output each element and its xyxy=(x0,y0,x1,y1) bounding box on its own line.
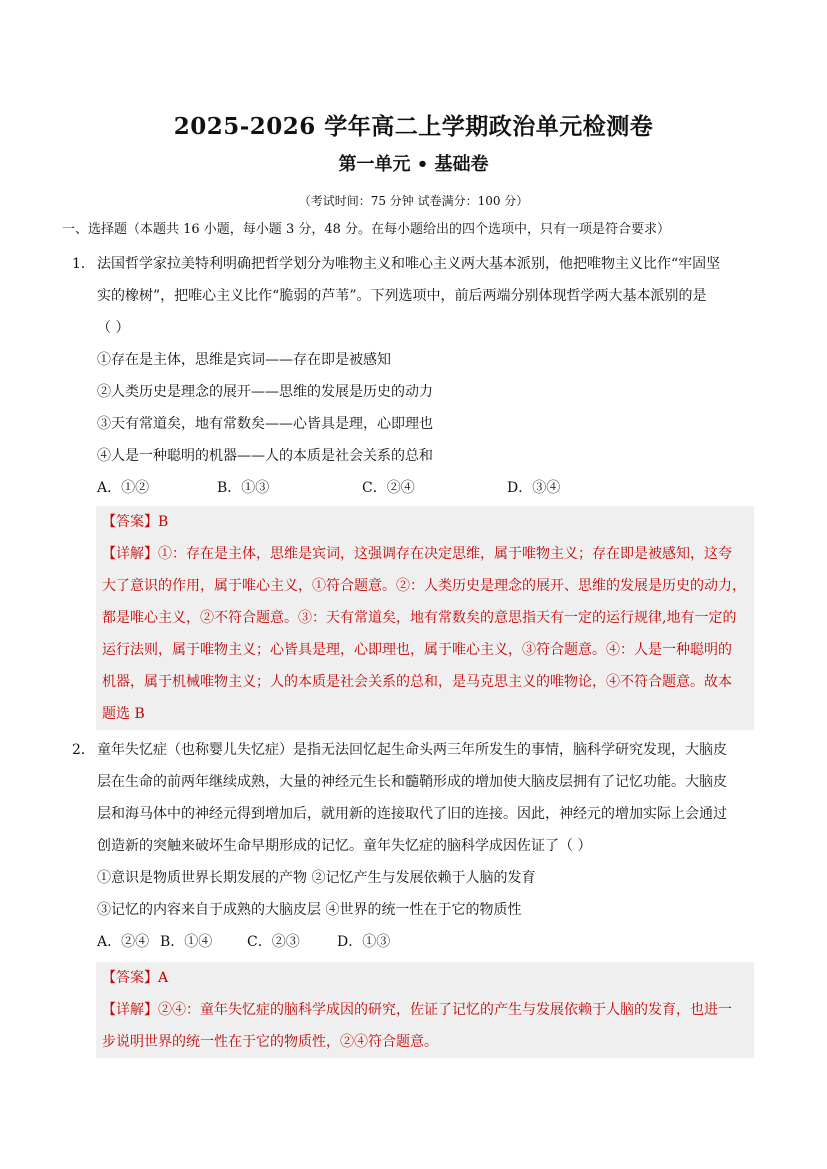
question-stem-line: 童年失忆症（也称婴儿失忆症）是指无法回忆起生命头两三年所发生的事情，脑科学研究发现，大脑皮 xyxy=(97,742,727,758)
detail-line: 题选 B xyxy=(102,706,145,722)
detail-line xyxy=(96,538,754,570)
question-number: 1． xyxy=(72,256,95,272)
choice-a: A．②④ xyxy=(97,934,150,950)
answer-choices xyxy=(72,926,756,958)
exam-title: 2025-2026 学年高二上学期政治单元检测卷 xyxy=(173,113,654,140)
statement-option: ①意识是物质世界长期发展的产物 ②记忆产生与发展依赖于人脑的发育 xyxy=(97,870,536,886)
answer-label: 【答案】 xyxy=(102,514,158,530)
question-stem-line: 法国哲学家拉美特利明确把哲学划分为唯物主义和唯心主义两大基本派别，他把唯物主义比作“牢固坚 xyxy=(97,256,721,272)
answer-choices xyxy=(72,472,756,504)
question-stem-line: 层在生命的前两年继续成熟，大量的神经元生长和髓鞘形成的增加使大脑皮层拥有了记忆功能。大脑皮 xyxy=(97,774,727,790)
question-stem-line: （ ） xyxy=(97,320,130,336)
detail-text: ①：存在是主体，思维是宾词，这强调存在决定思维，属于唯物主义；存在即是被感知，这夸 xyxy=(158,546,732,562)
choice-d: D．①③ xyxy=(337,934,391,950)
detail-line xyxy=(96,994,754,1026)
choice-a: A．①② xyxy=(97,480,150,496)
answer-value: A xyxy=(158,970,169,986)
answer-label: 【答案】 xyxy=(102,970,158,986)
statement-option: ①存在是主体，思维是宾词——存在即是被感知 xyxy=(97,352,391,368)
detail-line: 运行法则，属于唯物主义；心皆具是理，心即理也，属于唯心主义，③符合题意。④：人是一种聪明的 xyxy=(102,642,732,658)
detail-line: 步说明世界的统一性在于它的物质性，②④符合题意。 xyxy=(102,1034,438,1050)
choice-d: D．③④ xyxy=(507,480,561,496)
answer-line xyxy=(96,506,754,538)
answer-block-2 xyxy=(96,962,754,1058)
detail-label: 【详解】 xyxy=(102,1002,158,1018)
question-stem-line: 实的橡树”，把唯心主义比作“脆弱的芦苇”。下列选项中，前后两端分别体现哲学两大基本派别的是 xyxy=(97,288,707,304)
detail-label: 【详解】 xyxy=(102,546,158,562)
section-heading: 一、选择题（本题共 16 小题，每小题 3 分，48 分。在每小题给出的四个选项中，只有一项是符合要求） xyxy=(62,222,671,237)
choice-c: C．②④ xyxy=(362,480,415,496)
choice-b: B．①④ xyxy=(160,934,213,950)
answer-value: B xyxy=(158,514,169,530)
detail-line: 机器，属于机械唯物主义；人的本质是社会关系的总和，是马克思主义的唯物论，④不符合题意。故本 xyxy=(102,674,732,690)
exam-info: （考试时间：75 分钟 试卷满分：100 分） xyxy=(298,194,529,208)
detail-line: 都是唯心主义，②不符合题意。③：天有常道矣，地有常数矣的意思指天有一定的运行规律,地有一定的 xyxy=(102,610,737,626)
statement-option: ③记忆的内容来自于成熟的大脑皮层 ④世界的统一性在于它的物质性 xyxy=(97,902,522,918)
question-stem-line: 创造新的突触来破坏生命早期形成的记忆。童年失忆症的脑科学成因佐证了（ ） xyxy=(97,838,592,854)
statement-option: ③天有常道矣，地有常数矣——心皆具是理，心即理也 xyxy=(97,416,433,432)
statement-option: ②人类历史是理念的展开——思维的发展是历史的动力 xyxy=(97,384,433,400)
answer-line xyxy=(96,962,754,994)
choice-c: C．②③ xyxy=(247,934,300,950)
exam-subtitle: 第一单元 • 基础卷 xyxy=(338,154,489,175)
detail-line: 大了意识的作用，属于唯心主义，①符合题意。②：人类历史是理念的展开、思维的发展是历史的动力， xyxy=(102,578,746,594)
choice-b: B．①③ xyxy=(217,480,270,496)
question-number: 2． xyxy=(72,742,95,758)
question-stem-line: 层和海马体中的神经元得到增加后，就用新的连接取代了旧的连接。因此，神经元的增加实际上会通过 xyxy=(97,806,727,822)
detail-text: ②④：童年失忆症的脑科学成因的研究，佐证了记忆的产生与发展依赖于人脑的发育，也进一 xyxy=(158,1002,732,1018)
answer-block-1 xyxy=(96,506,754,730)
statement-option: ④人是一种聪明的机器——人的本质是社会关系的总和 xyxy=(97,448,433,464)
question-1 xyxy=(72,248,756,504)
question-2 xyxy=(72,734,756,958)
